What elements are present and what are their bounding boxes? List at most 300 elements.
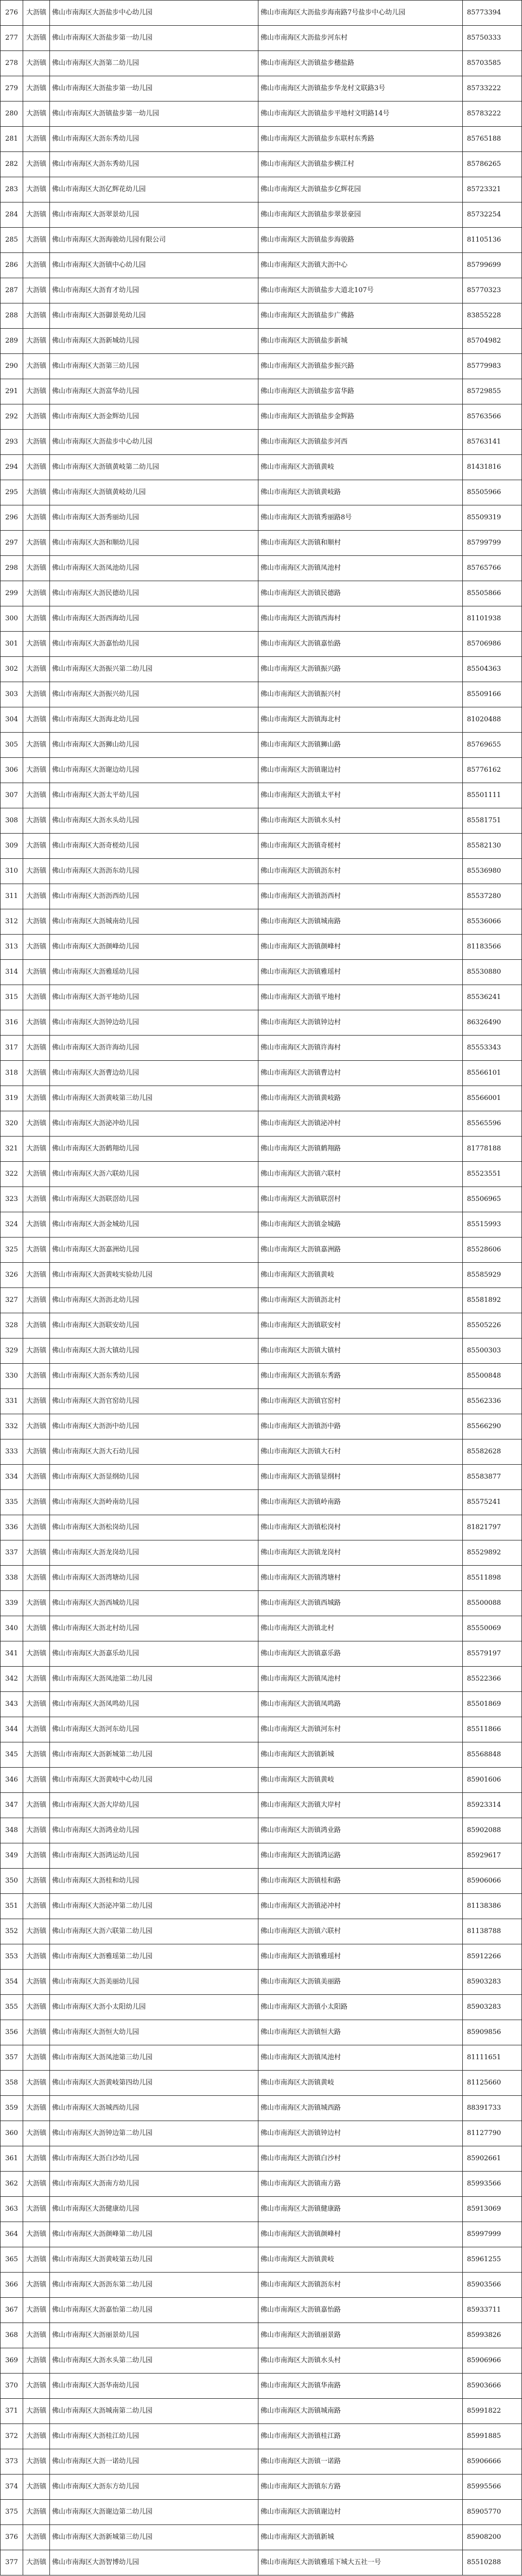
cell-no: 371 <box>1 2399 23 2424</box>
cell-town: 大沥镇 <box>23 808 50 834</box>
cell-town: 大沥镇 <box>23 1162 50 1187</box>
cell-town: 大沥镇 <box>23 2298 50 2323</box>
cell-tel: 85536980 <box>463 859 522 884</box>
cell-no: 294 <box>1 455 23 480</box>
cell-tel: 85515993 <box>463 1212 522 1238</box>
cell-tel: 85581892 <box>463 1288 522 1313</box>
cell-name: 佛山市南海区大沥许海幼儿园 <box>50 1036 258 1061</box>
cell-addr: 佛山市南海区大沥镇沥中路 <box>258 1414 463 1439</box>
cell-name: 佛山市南海区大沥松岗幼儿园 <box>50 1515 258 1540</box>
cell-no: 298 <box>1 556 23 581</box>
cell-name: 佛山市南海区大沥南方幼儿园 <box>50 2172 258 2197</box>
cell-name: 佛山市南海区大沥黄岐实验幼儿园 <box>50 1263 258 1288</box>
cell-tel: 85773394 <box>463 1 522 26</box>
cell-name: 佛山市南海区大沥第三幼儿园 <box>50 354 258 379</box>
cell-no: 289 <box>1 329 23 354</box>
cell-town: 大沥镇 <box>23 1288 50 1313</box>
cell-tel: 85902088 <box>463 1818 522 1843</box>
table-row <box>1 1768 522 1793</box>
cell-addr: 佛山市南海区大沥镇曹边村 <box>258 1061 463 1086</box>
cell-tel: 85523551 <box>463 1162 522 1187</box>
cell-town: 大沥镇 <box>23 1818 50 1843</box>
cell-no: 306 <box>1 758 23 783</box>
cell-name: 佛山市南海区大沥联滘幼儿园 <box>50 1187 258 1212</box>
cell-town: 大沥镇 <box>23 2374 50 2399</box>
cell-name: 佛山市南海区大沥御景苑幼儿园 <box>50 303 258 329</box>
cell-tel: 86326490 <box>463 1010 522 1036</box>
cell-addr: 佛山市南海区大沥镇东方路 <box>258 2475 463 2500</box>
cell-no: 300 <box>1 606 23 632</box>
cell-no: 277 <box>1 26 23 51</box>
cell-town: 大沥镇 <box>23 1591 50 1616</box>
cell-town: 大沥镇 <box>23 2424 50 2449</box>
table-row <box>1 127 522 152</box>
table-row <box>1 228 522 253</box>
cell-tel: 85585929 <box>463 1263 522 1288</box>
cell-tel: 85511898 <box>463 1566 522 1591</box>
cell-town: 大沥镇 <box>23 379 50 404</box>
table-row <box>1 2172 522 2197</box>
cell-addr: 佛山市南海区大沥镇雅瑶村 <box>258 1944 463 1970</box>
cell-addr: 佛山市南海区大沥镇盐步翠景豪园 <box>258 202 463 228</box>
cell-town: 大沥镇 <box>23 1970 50 1995</box>
cell-name: 佛山市南海区大沥沥北幼儿园 <box>50 1288 258 1313</box>
cell-town: 大沥镇 <box>23 76 50 101</box>
cell-town: 大沥镇 <box>23 1616 50 1641</box>
cell-name: 佛山市南海区大沥海北幼儿园 <box>50 707 258 733</box>
cell-town: 大沥镇 <box>23 2045 50 2071</box>
cell-addr: 佛山市南海区大沥镇联滘村 <box>258 1187 463 1212</box>
cell-tel: 85776162 <box>463 758 522 783</box>
table-row <box>1 1414 522 1439</box>
cell-name: 佛山市南海区大沥新城第二幼儿园 <box>50 1742 258 1768</box>
table-row <box>1 2096 522 2121</box>
cell-name: 佛山市南海区大沥和顺幼儿园 <box>50 531 258 556</box>
table-row <box>1 1566 522 1591</box>
cell-tel: 85913069 <box>463 2197 522 2222</box>
cell-town: 大沥镇 <box>23 1944 50 1970</box>
cell-tel: 81111651 <box>463 2045 522 2071</box>
cell-town: 大沥镇 <box>23 1 50 26</box>
cell-town: 大沥镇 <box>23 2121 50 2146</box>
cell-town: 大沥镇 <box>23 1338 50 1364</box>
cell-addr: 佛山市南海区大沥镇白沙村 <box>258 2146 463 2172</box>
cell-name: 佛山市南海区大沥大岸幼儿园 <box>50 1793 258 1818</box>
table-row <box>1 834 522 859</box>
cell-addr: 佛山市南海区大沥镇西城路 <box>258 1591 463 1616</box>
cell-town: 大沥镇 <box>23 505 50 531</box>
cell-name: 佛山市南海区大沥沥东第二幼儿园 <box>50 2273 258 2298</box>
cell-name: 佛山市南海区大沥大石幼儿园 <box>50 1439 258 1465</box>
cell-addr: 佛山市南海区大沥镇民德路 <box>258 581 463 606</box>
cell-tel: 81125660 <box>463 2071 522 2096</box>
cell-no: 276 <box>1 1 23 26</box>
cell-addr: 佛山市南海区大沥镇黄岐路 <box>258 480 463 505</box>
cell-town: 大沥镇 <box>23 1566 50 1591</box>
cell-town: 大沥镇 <box>23 1742 50 1768</box>
cell-name: 佛山市南海区大沥东秀幼儿园 <box>50 127 258 152</box>
cell-town: 大沥镇 <box>23 960 50 985</box>
table-row <box>1 909 522 935</box>
cell-addr: 佛山市南海区大沥镇奇槎村 <box>258 834 463 859</box>
cell-tel: 85906066 <box>463 1869 522 1894</box>
cell-tel: 85723321 <box>463 177 522 202</box>
cell-addr: 佛山市南海区大沥镇六联村 <box>258 1162 463 1187</box>
cell-name: 佛山市南海区大沥恒大幼儿园 <box>50 2020 258 2045</box>
cell-town: 大沥镇 <box>23 1894 50 1919</box>
cell-addr: 佛山市南海区大沥镇河东村 <box>258 1717 463 1742</box>
cell-tel: 81431816 <box>463 455 522 480</box>
cell-no: 326 <box>1 1263 23 1288</box>
cell-no: 301 <box>1 632 23 657</box>
cell-addr: 佛山市南海区大沥镇太平村 <box>258 783 463 808</box>
cell-no: 364 <box>1 2222 23 2247</box>
cell-tel: 85906666 <box>463 2449 522 2475</box>
cell-name: 佛山市南海区大沥谢边幼儿园 <box>50 758 258 783</box>
table-row <box>1 1692 522 1717</box>
cell-tel: 85509319 <box>463 505 522 531</box>
cell-addr: 佛山市南海区大沥镇平地村 <box>258 985 463 1010</box>
cell-tel: 81183566 <box>463 935 522 960</box>
cell-no: 281 <box>1 127 23 152</box>
table-row <box>1 1086 522 1111</box>
table-row <box>1 1944 522 1970</box>
cell-addr: 佛山市南海区大沥镇盐步河西 <box>258 430 463 455</box>
cell-name: 佛山市南海区大沥河东幼儿园 <box>50 1717 258 1742</box>
cell-addr: 佛山市南海区大沥镇鸿业路 <box>258 1818 463 1843</box>
cell-name: 佛山市南海区大沥盐步中心幼儿园 <box>50 1 258 26</box>
cell-tel: 85733222 <box>463 76 522 101</box>
cell-town: 大沥镇 <box>23 1490 50 1515</box>
cell-name: 佛山市南海区大沥盐步中心幼儿园 <box>50 430 258 455</box>
cell-name: 佛山市南海区大沥水头第二幼儿园 <box>50 2348 258 2374</box>
cell-name: 佛山市南海区大沥官窑幼儿园 <box>50 1389 258 1414</box>
cell-town: 大沥镇 <box>23 1414 50 1439</box>
table-row <box>1 1995 522 2020</box>
cell-tel: 85553343 <box>463 1036 522 1061</box>
cell-tel: 85902661 <box>463 2146 522 2172</box>
cell-name: 佛山市南海区大沥丽景幼儿园 <box>50 2323 258 2348</box>
cell-tel: 85799799 <box>463 531 522 556</box>
cell-addr: 佛山市南海区大沥镇华南路 <box>258 2374 463 2399</box>
cell-tel: 85779983 <box>463 354 522 379</box>
cell-tel: 85562336 <box>463 1389 522 1414</box>
cell-addr: 佛山市南海区大沥镇和顺村 <box>258 531 463 556</box>
cell-no: 291 <box>1 379 23 404</box>
cell-town: 大沥镇 <box>23 2096 50 2121</box>
table-row <box>1 26 522 51</box>
cell-tel: 85908200 <box>463 2525 522 2550</box>
cell-no: 302 <box>1 657 23 682</box>
cell-no: 339 <box>1 1591 23 1616</box>
cell-no: 319 <box>1 1086 23 1111</box>
cell-tel: 85536066 <box>463 909 522 935</box>
cell-no: 314 <box>1 960 23 985</box>
cell-tel: 85581751 <box>463 808 522 834</box>
table-row <box>1 278 522 303</box>
table-row <box>1 606 522 632</box>
cell-name: 佛山市南海区大沥东秀幼儿园 <box>50 1364 258 1389</box>
cell-addr: 佛山市南海区大沥镇泌冲村 <box>258 1111 463 1137</box>
cell-town: 大沥镇 <box>23 581 50 606</box>
cell-tel: 85529892 <box>463 1540 522 1566</box>
cell-town: 大沥镇 <box>23 783 50 808</box>
cell-name: 佛山市南海区大沥湾塘幼儿园 <box>50 1566 258 1591</box>
cell-name: 佛山市南海区大沥一诺幼儿园 <box>50 2449 258 2475</box>
cell-name: 佛山市南海区大沥小太阳幼儿园 <box>50 1995 258 2020</box>
cell-name: 佛山市南海区大沥鸿业幼儿园 <box>50 1818 258 1843</box>
cell-no: 287 <box>1 278 23 303</box>
cell-addr: 佛山市南海区大沥镇海北村 <box>258 707 463 733</box>
cell-name: 佛山市南海区大沥狮山幼儿园 <box>50 733 258 758</box>
cell-tel: 85500088 <box>463 1591 522 1616</box>
cell-town: 大沥镇 <box>23 480 50 505</box>
cell-tel: 85501111 <box>463 783 522 808</box>
cell-name: 佛山市南海区大沥盐步第一幼儿园 <box>50 76 258 101</box>
table-row <box>1 1793 522 1818</box>
cell-no: 351 <box>1 1894 23 1919</box>
cell-town: 大沥镇 <box>23 354 50 379</box>
cell-town: 大沥镇 <box>23 2020 50 2045</box>
cell-addr: 佛山市南海区大沥镇黄岐 <box>258 1263 463 1288</box>
cell-addr: 佛山市南海区大沥镇钟边村 <box>258 2121 463 2146</box>
cell-name: 佛山市南海区大沥谢边第二幼儿园 <box>50 2500 258 2525</box>
cell-name: 佛山市南海区大沥富华幼儿园 <box>50 379 258 404</box>
cell-no: 320 <box>1 1111 23 1137</box>
cell-addr: 佛山市南海区大沥镇盐步新城 <box>258 329 463 354</box>
cell-town: 大沥镇 <box>23 177 50 202</box>
cell-name: 佛山市南海区大沥颜峰幼儿园 <box>50 935 258 960</box>
cell-no: 307 <box>1 783 23 808</box>
cell-tel: 81105136 <box>463 228 522 253</box>
table-row <box>1 1465 522 1490</box>
cell-town: 大沥镇 <box>23 1465 50 1490</box>
table-body <box>1 1 522 2575</box>
cell-name: 佛山市南海区大沥桂江幼儿园 <box>50 2424 258 2449</box>
cell-name: 佛山市南海区大沥黄岐第四幼儿园 <box>50 2071 258 2096</box>
cell-no: 324 <box>1 1212 23 1238</box>
cell-addr: 佛山市南海区大沥镇秀丽路8号 <box>258 505 463 531</box>
cell-name: 佛山市南海区大沥嘉乐幼儿园 <box>50 1641 258 1667</box>
cell-addr: 佛山市南海区大沥镇盐步广佛路 <box>258 303 463 329</box>
cell-no: 279 <box>1 76 23 101</box>
cell-no: 354 <box>1 1970 23 1995</box>
cell-town: 大沥镇 <box>23 1364 50 1389</box>
cell-name: 佛山市南海区大沥沥西幼儿园 <box>50 884 258 909</box>
cell-name: 佛山市南海区大沥城南幼儿园 <box>50 909 258 935</box>
table-row <box>1 2020 522 2045</box>
cell-tel: 85903666 <box>463 2374 522 2399</box>
cell-addr: 佛山市南海区大沥镇钟边村 <box>258 1010 463 1036</box>
cell-town: 大沥镇 <box>23 606 50 632</box>
cell-town: 大沥镇 <box>23 1692 50 1717</box>
cell-tel: 85582130 <box>463 834 522 859</box>
cell-tel: 85993826 <box>463 2323 522 2348</box>
cell-addr: 佛山市南海区大沥镇嘉洲路 <box>258 1238 463 1263</box>
cell-addr: 佛山市南海区大沥镇大岸村 <box>258 1793 463 1818</box>
cell-addr: 佛山市南海区大沥镇沥东村 <box>258 859 463 884</box>
cell-town: 大沥镇 <box>23 228 50 253</box>
cell-name: 佛山市南海区大沥智博幼儿园 <box>50 2550 258 2575</box>
table-row <box>1 51 522 76</box>
cell-no: 376 <box>1 2525 23 2550</box>
table-row <box>1 707 522 733</box>
cell-name: 佛山市南海区大沥民德幼儿园 <box>50 581 258 606</box>
table-row <box>1 1 522 26</box>
table-row <box>1 682 522 707</box>
cell-tel: 85933711 <box>463 2298 522 2323</box>
table-row <box>1 985 522 1010</box>
cell-tel: 85550069 <box>463 1616 522 1641</box>
cell-name: 佛山市南海区大沥平地幼儿园 <box>50 985 258 1010</box>
table-row <box>1 329 522 354</box>
cell-tel: 85522366 <box>463 1667 522 1692</box>
cell-tel: 85729855 <box>463 379 522 404</box>
cell-tel: 85537280 <box>463 884 522 909</box>
cell-no: 303 <box>1 682 23 707</box>
cell-addr: 佛山市南海区大沥镇黄岐 <box>258 455 463 480</box>
table-row <box>1 2273 522 2298</box>
table-row <box>1 1894 522 1919</box>
table-row <box>1 1212 522 1238</box>
cell-no: 323 <box>1 1187 23 1212</box>
cell-addr: 佛山市南海区大沥镇鸿运路 <box>258 1843 463 1869</box>
cell-tel: 81821797 <box>463 1515 522 1540</box>
cell-no: 374 <box>1 2475 23 2500</box>
table-row <box>1 2550 522 2575</box>
table-row <box>1 2348 522 2374</box>
cell-addr: 佛山市南海区大沥镇盐步亿辉花园 <box>258 177 463 202</box>
cell-town: 大沥镇 <box>23 1137 50 1162</box>
table-row <box>1 1061 522 1086</box>
cell-town: 大沥镇 <box>23 1086 50 1111</box>
cell-no: 342 <box>1 1667 23 1692</box>
cell-town: 大沥镇 <box>23 2348 50 2374</box>
cell-tel: 85909856 <box>463 2020 522 2045</box>
table-row <box>1 2424 522 2449</box>
cell-addr: 佛山市南海区大沥镇水头村 <box>258 2348 463 2374</box>
cell-no: 297 <box>1 531 23 556</box>
cell-town: 大沥镇 <box>23 1389 50 1414</box>
table-row <box>1 2071 522 2096</box>
cell-tel: 85528606 <box>463 1238 522 1263</box>
cell-no: 331 <box>1 1389 23 1414</box>
cell-addr: 佛山市南海区大沥镇盐步穗盐路 <box>258 51 463 76</box>
cell-tel: 81101938 <box>463 606 522 632</box>
cell-tel: 85565596 <box>463 1111 522 1137</box>
cell-tel: 85575241 <box>463 1490 522 1515</box>
cell-name: 佛山市南海区大沥岭南幼儿园 <box>50 1490 258 1515</box>
cell-addr: 佛山市南海区大沥镇六联村 <box>258 1919 463 1944</box>
cell-tel: 83855228 <box>463 303 522 329</box>
cell-addr: 佛山市南海区大沥镇金城路 <box>258 1212 463 1238</box>
cell-name: 佛山市南海区大沥显纲幼儿园 <box>50 1465 258 1490</box>
cell-town: 大沥镇 <box>23 1238 50 1263</box>
cell-name: 佛山市南海区大沥镇盐步第一幼儿园 <box>50 101 258 127</box>
cell-addr: 佛山市南海区大沥镇沥东村 <box>258 2273 463 2298</box>
cell-no: 332 <box>1 1414 23 1439</box>
cell-town: 大沥镇 <box>23 2525 50 2550</box>
cell-name: 佛山市南海区大沥华南幼儿园 <box>50 2374 258 2399</box>
cell-addr: 佛山市南海区大沥镇凤池村 <box>258 2045 463 2071</box>
cell-tel: 85505226 <box>463 1313 522 1338</box>
table-row <box>1 2298 522 2323</box>
table-row <box>1 2045 522 2071</box>
table-row <box>1 1111 522 1137</box>
cell-addr: 佛山市南海区大沥镇恒大路 <box>258 2020 463 2045</box>
cell-tel: 85510288 <box>463 2550 522 2575</box>
cell-no: 286 <box>1 253 23 278</box>
cell-addr: 佛山市南海区大沥镇桂江路 <box>258 2424 463 2449</box>
cell-no: 316 <box>1 1010 23 1036</box>
cell-addr: 佛山市南海区大沥镇颜峰村 <box>258 2222 463 2247</box>
cell-no: 304 <box>1 707 23 733</box>
table-row <box>1 808 522 834</box>
cell-town: 大沥镇 <box>23 1010 50 1036</box>
cell-town: 大沥镇 <box>23 531 50 556</box>
cell-no: 299 <box>1 581 23 606</box>
cell-no: 367 <box>1 2298 23 2323</box>
cell-addr: 佛山市南海区大沥镇官窑村 <box>258 1389 463 1414</box>
cell-name: 佛山市南海区大沥秀丽幼儿园 <box>50 505 258 531</box>
table-row <box>1 152 522 177</box>
cell-name: 佛山市南海区大沥城西幼儿园 <box>50 2096 258 2121</box>
cell-tel: 85991885 <box>463 2424 522 2449</box>
cell-town: 大沥镇 <box>23 430 50 455</box>
cell-no: 278 <box>1 51 23 76</box>
cell-addr: 佛山市南海区大沥镇大沥中心 <box>258 253 463 278</box>
cell-addr: 佛山市南海区大沥镇凤池村 <box>258 1667 463 1692</box>
cell-addr: 佛山市南海区大沥镇嘉怡路 <box>258 632 463 657</box>
cell-tel: 85912266 <box>463 1944 522 1970</box>
cell-no: 284 <box>1 202 23 228</box>
cell-no: 311 <box>1 884 23 909</box>
cell-town: 大沥镇 <box>23 733 50 758</box>
cell-tel: 85536241 <box>463 985 522 1010</box>
cell-no: 361 <box>1 2146 23 2172</box>
cell-tel: 85923314 <box>463 1793 522 1818</box>
cell-no: 338 <box>1 1566 23 1591</box>
table-row <box>1 632 522 657</box>
cell-town: 大沥镇 <box>23 884 50 909</box>
cell-addr: 佛山市南海区大沥镇嘉乐路 <box>258 1641 463 1667</box>
cell-town: 大沥镇 <box>23 329 50 354</box>
cell-no: 282 <box>1 152 23 177</box>
cell-name: 佛山市南海区大沥钟边幼儿园 <box>50 1010 258 1036</box>
cell-tel: 85732254 <box>463 202 522 228</box>
table-row <box>1 581 522 606</box>
cell-town: 大沥镇 <box>23 859 50 884</box>
cell-no: 359 <box>1 2096 23 2121</box>
cell-addr: 佛山市南海区大沥镇西海村 <box>258 606 463 632</box>
cell-name: 佛山市南海区大沥大镇幼儿园 <box>50 1338 258 1364</box>
cell-no: 290 <box>1 354 23 379</box>
cell-name: 佛山市南海区大沥龙岗幼儿园 <box>50 1540 258 1566</box>
cell-tel: 81138386 <box>463 1894 522 1919</box>
cell-tel: 85903566 <box>463 2273 522 2298</box>
table-row <box>1 2323 522 2348</box>
cell-tel: 85991822 <box>463 2399 522 2424</box>
cell-no: 372 <box>1 2424 23 2449</box>
cell-no: 343 <box>1 1692 23 1717</box>
cell-no: 369 <box>1 2348 23 2374</box>
cell-town: 大沥镇 <box>23 758 50 783</box>
cell-tel: 85770323 <box>463 278 522 303</box>
table-row <box>1 1490 522 1515</box>
table-row <box>1 1036 522 1061</box>
table-row <box>1 1818 522 1843</box>
cell-no: 318 <box>1 1061 23 1086</box>
